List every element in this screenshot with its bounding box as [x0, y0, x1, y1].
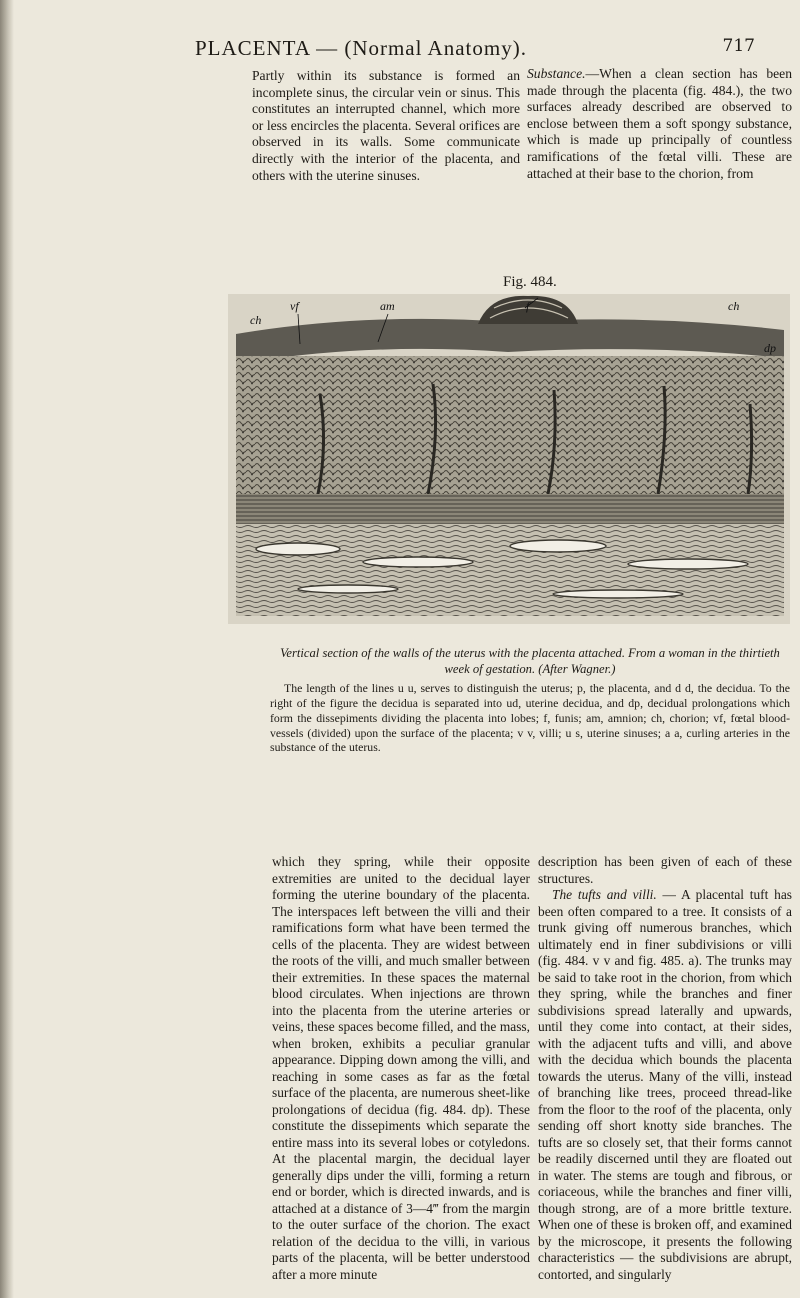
label-am: am	[380, 299, 395, 313]
substance-heading: Substance.	[527, 66, 586, 81]
decidua-layer	[236, 494, 784, 524]
label-vf: vf	[290, 299, 299, 313]
placenta-villi-region	[236, 356, 784, 496]
tufts-and-villi-text: — A placental tuft has been often compared to a tree. It consists of a trunk giving off numerous branches, which ultimately end in finer subdivisions or villi (fig. 484. v v and fig. 485. a). The trunks may be said to take root in the chorion, from which they spring, while the branches and finer subdivisions spread laterally and upwards, until they come into contact, at their sides, with the adjacent tufts and villi, and above with the decidua which bounds the placenta towards the uterus. Many of the villi, instead of branching like trees, proceed thread-like from the floor to the roof of the placenta, only sending off short knotty side branches. The tufts are so closely set, that their forms cannot be readily discerned until they are floated out in water. The stems are tough and fibrous, or coriaceous, while the branches and finer villi, though strong, are of a more brittle texture. When one of these is broken off, and examined by the microscope, it presents the following characteristics — the subdivisions are abrupt, contorted, and singularly	[538, 887, 792, 1282]
bottom-right-column	[538, 854, 792, 1283]
top-left-paragraph: Partly within its substance is formed an incomplete sinus, the circular vein or sinus. This constitutes an interrupted channel, which more or less encircles the placenta. Several orifices are observed in its walls. Some communicate directly with the interior of the placenta, and others with the uterine sinuses.	[252, 68, 520, 183]
figure-legend-text: The length of the lines u u, serves to distinguish the uterus; p, the placenta, and d d, the decidua. To the right of the figure the decidua is separated into ud, uterine decidua, and dp, decidual prolongations which form the dissepiments dividing the placenta into lobes; f, funis; am, amnion; ch, chorion; vf, fœtal blood-vessels (divided) upon the surface of the placenta; v v, villi; u s, uterine sinuses; a a, curling arteries in the substance of the uterus.	[270, 681, 790, 755]
bottom-right-intro: description has been given of each of these structures.	[538, 854, 792, 886]
label-ch-left: ch	[250, 313, 262, 327]
page-number: 717	[722, 36, 755, 56]
substance-text: —When a clean section has been made through the placenta (fig. 484.), the two surfaces already described are observed to enclose between them a soft spongy substance, which is made up principally of countless ramifications of the fœtal villi. These are attached at their base to the chorion, from	[527, 66, 792, 181]
bottom-left-paragraph: which they spring, while their opposite extremities are united to the decidual layer forming the uterine boundary of the placenta. The interspaces left between the villi and their ramifications form what have been termed the cells of the placenta. They are widest between the roots of the villi, and much smaller between their extremities. In these spaces the maternal blood circulates. When injections are thrown into the placenta from the uterine arteries or veins, these spaces become filled, and the mass, when broken, exhibits a peculiar granular appearance. Dipping down among the villi, and reaching in some cases as far as the fœtal surface of the placenta, are numerous sheet-like prolongations of decidua (fig. 484. dp). These constitute the dissepiments which separate the entire mass into its several lobes or cotyledons. At the placental margin, the decidual layer generally dips under the villi, forming a return end or border, which is directed inwards, and is attached at a distance of 3—4‴ from the margin to the outer surface of the chorion. The exact relation of the decidua to the villi, in various parts of the placenta, will be better understood after a more minute	[272, 854, 530, 1282]
figure-label: Fig. 484.	[503, 274, 557, 290]
tufts-and-villi-heading: The tufts and villi.	[552, 887, 657, 902]
placenta-section-figure	[228, 294, 790, 624]
page-header	[195, 36, 755, 66]
figure-caption-title: Vertical section of the walls of the uterus with the placenta attached. From a woman in the thirtieth week of gestation. (After Wagner.)	[280, 646, 780, 676]
figure-legend	[270, 681, 790, 755]
page-edge	[0, 0, 14, 1298]
figure-caption	[270, 646, 790, 755]
uterus-wall	[236, 524, 784, 616]
top-right-paragraph	[527, 66, 792, 182]
running-head: PLACENTA — (Normal Anatomy).	[195, 36, 527, 60]
label-ch-right: ch	[728, 299, 740, 313]
label-dp: dp	[764, 341, 776, 355]
label-f: f	[526, 299, 530, 313]
